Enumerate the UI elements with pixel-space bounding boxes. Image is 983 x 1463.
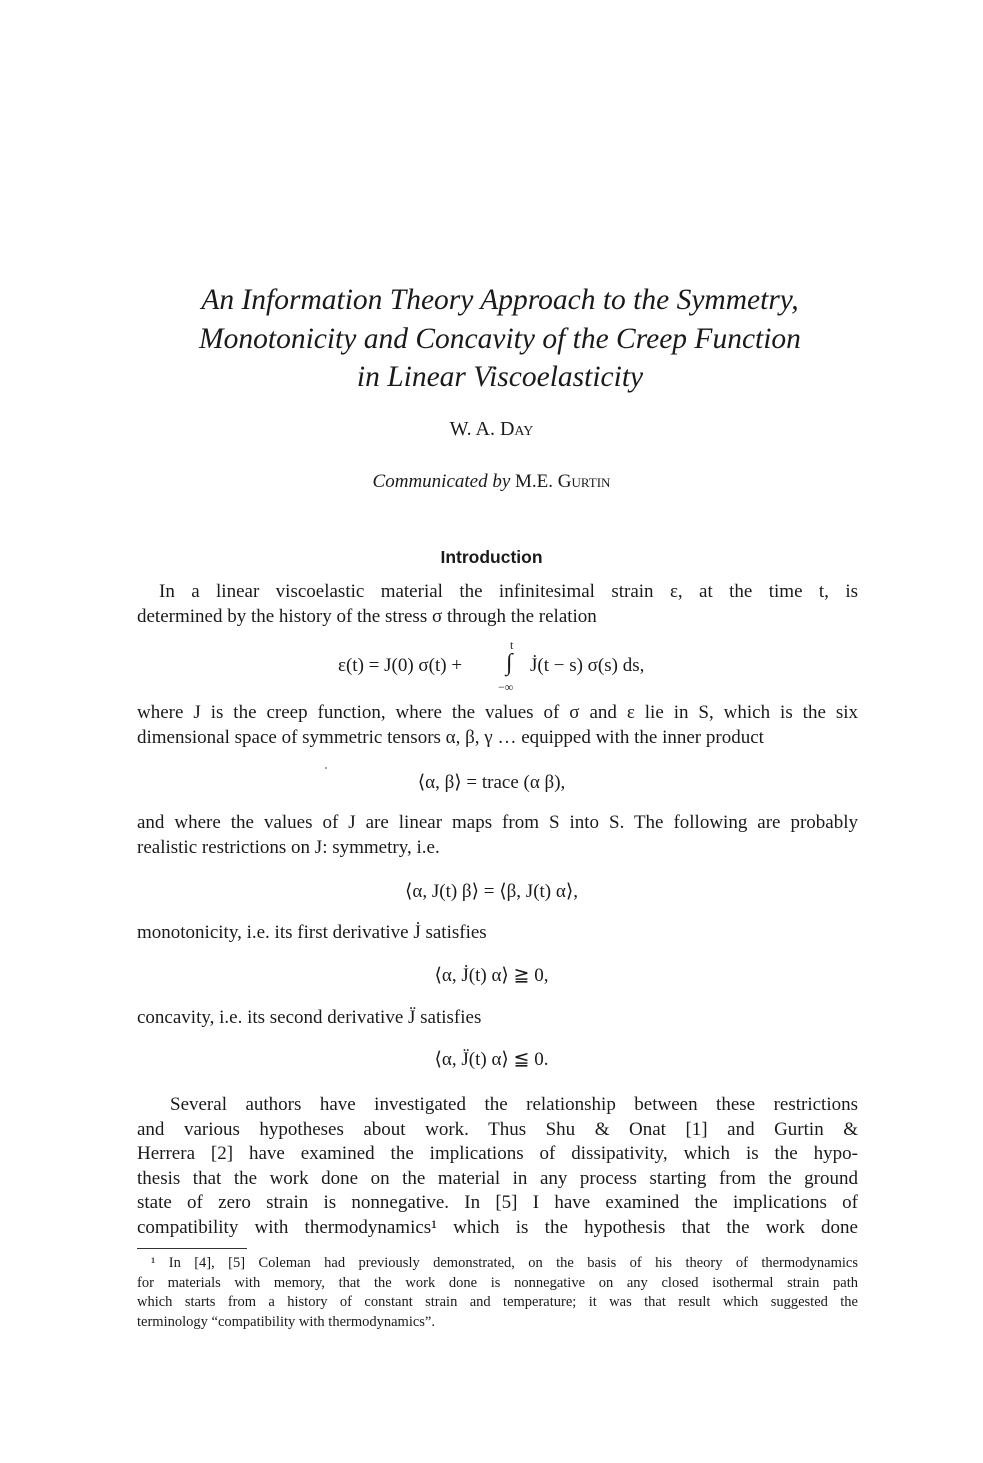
eq1-lower-limit: −∞ xyxy=(498,680,514,694)
equation-3: ⟨α, J(t) β⟩ = ⟨β, J(t) α⟩, xyxy=(404,881,578,902)
text-line: monotonicity, i.e. its first derivative J̇ satisfies xyxy=(137,922,487,943)
text-line: realistic restrictions on J: symmetry, i.e. xyxy=(137,836,440,858)
text-line: In a linear viscoelastic material the infinitesimal strain ε, at the time t, is xyxy=(159,581,858,602)
footnote-line: which starts from a history of constant strain and temperature; it was that result which suggested the xyxy=(137,1294,858,1310)
footnote xyxy=(137,1254,858,1332)
equation-5: ⟨α, J̈(t) α⟩ ≦ 0. xyxy=(434,1049,549,1070)
text-line: and where the values of J are linear maps from S into S. The following are probably xyxy=(137,812,858,833)
title-line-2: Monotonicity and Concavity of the Creep Function xyxy=(199,322,801,355)
equation-4: ⟨α, J̇(t) α⟩ ≧ 0, xyxy=(434,965,549,986)
text-line: thesis that the work done on the material in any process starting from the ground xyxy=(137,1167,858,1189)
text-line: and various hypotheses about work. Thus Shu & Onat [1] and Gurtin & xyxy=(137,1118,858,1140)
text-line: compatibility with thermodynamics¹ which is the hypothesis that the work done xyxy=(137,1216,858,1238)
communicated-prefix: Communicated by xyxy=(372,471,511,492)
text-line: dimensional space of symmetric tensors α, β, γ … equipped with the inner product xyxy=(137,726,764,748)
paragraph-2 xyxy=(137,701,858,750)
text-line: concavity, i.e. its second derivative J̈ satisfies xyxy=(137,1007,482,1028)
title-line-3: in Linear Viscoelasticity xyxy=(356,361,644,393)
text-line: determined by the history of the stress σ through the relation xyxy=(137,605,597,627)
eq1-rhs: J̇(t − s) σ(s) ds, xyxy=(530,655,645,676)
text-line: where J is the creep function, where the values of σ and ε lie in S, which is the six xyxy=(137,702,858,723)
eq1-lhs: ε(t) = J(0) σ(t) + xyxy=(338,655,463,676)
paragraph-5 xyxy=(137,1006,858,1031)
footnote-line: ¹ In [4], [5] Coleman had previously demonstrated, on the basis of his theory of thermodynamics xyxy=(151,1255,858,1271)
communicator-name: M.E. Gurtin xyxy=(515,471,611,492)
speck xyxy=(325,767,327,769)
section-heading: Introduction xyxy=(440,547,543,567)
text-line: Several authors have investigated the relationship between these restrictions xyxy=(170,1094,858,1115)
title-line-1: An Information Theory Approach to the Symmetry, xyxy=(201,284,799,316)
text-line: state of zero strain is nonnegative. In [5] I have examined the implications of xyxy=(137,1192,858,1213)
footnote-rule xyxy=(137,1248,247,1249)
paragraph-1 xyxy=(137,580,858,629)
communicated-by xyxy=(0,471,983,493)
paper-title xyxy=(100,281,900,397)
eq1-upper-limit: t xyxy=(510,638,514,652)
footnote-line: for materials with memory, that the work done is nonnegative on any closed isothermal strain path xyxy=(137,1274,858,1291)
integral-sign: ∫ xyxy=(506,650,513,676)
author: W. A. Day xyxy=(449,418,534,440)
equation-2: ⟨α, β⟩ = trace (α β), xyxy=(417,772,566,793)
footnote-line: terminology “compatibility with thermodynamics”. xyxy=(137,1313,435,1330)
paragraph-4 xyxy=(137,921,858,946)
text-line: Herrera [2] have examined the implications of dissipativity, which is the hypo- xyxy=(137,1143,858,1164)
paragraph-3 xyxy=(137,811,858,860)
paragraph-6 xyxy=(137,1093,858,1240)
